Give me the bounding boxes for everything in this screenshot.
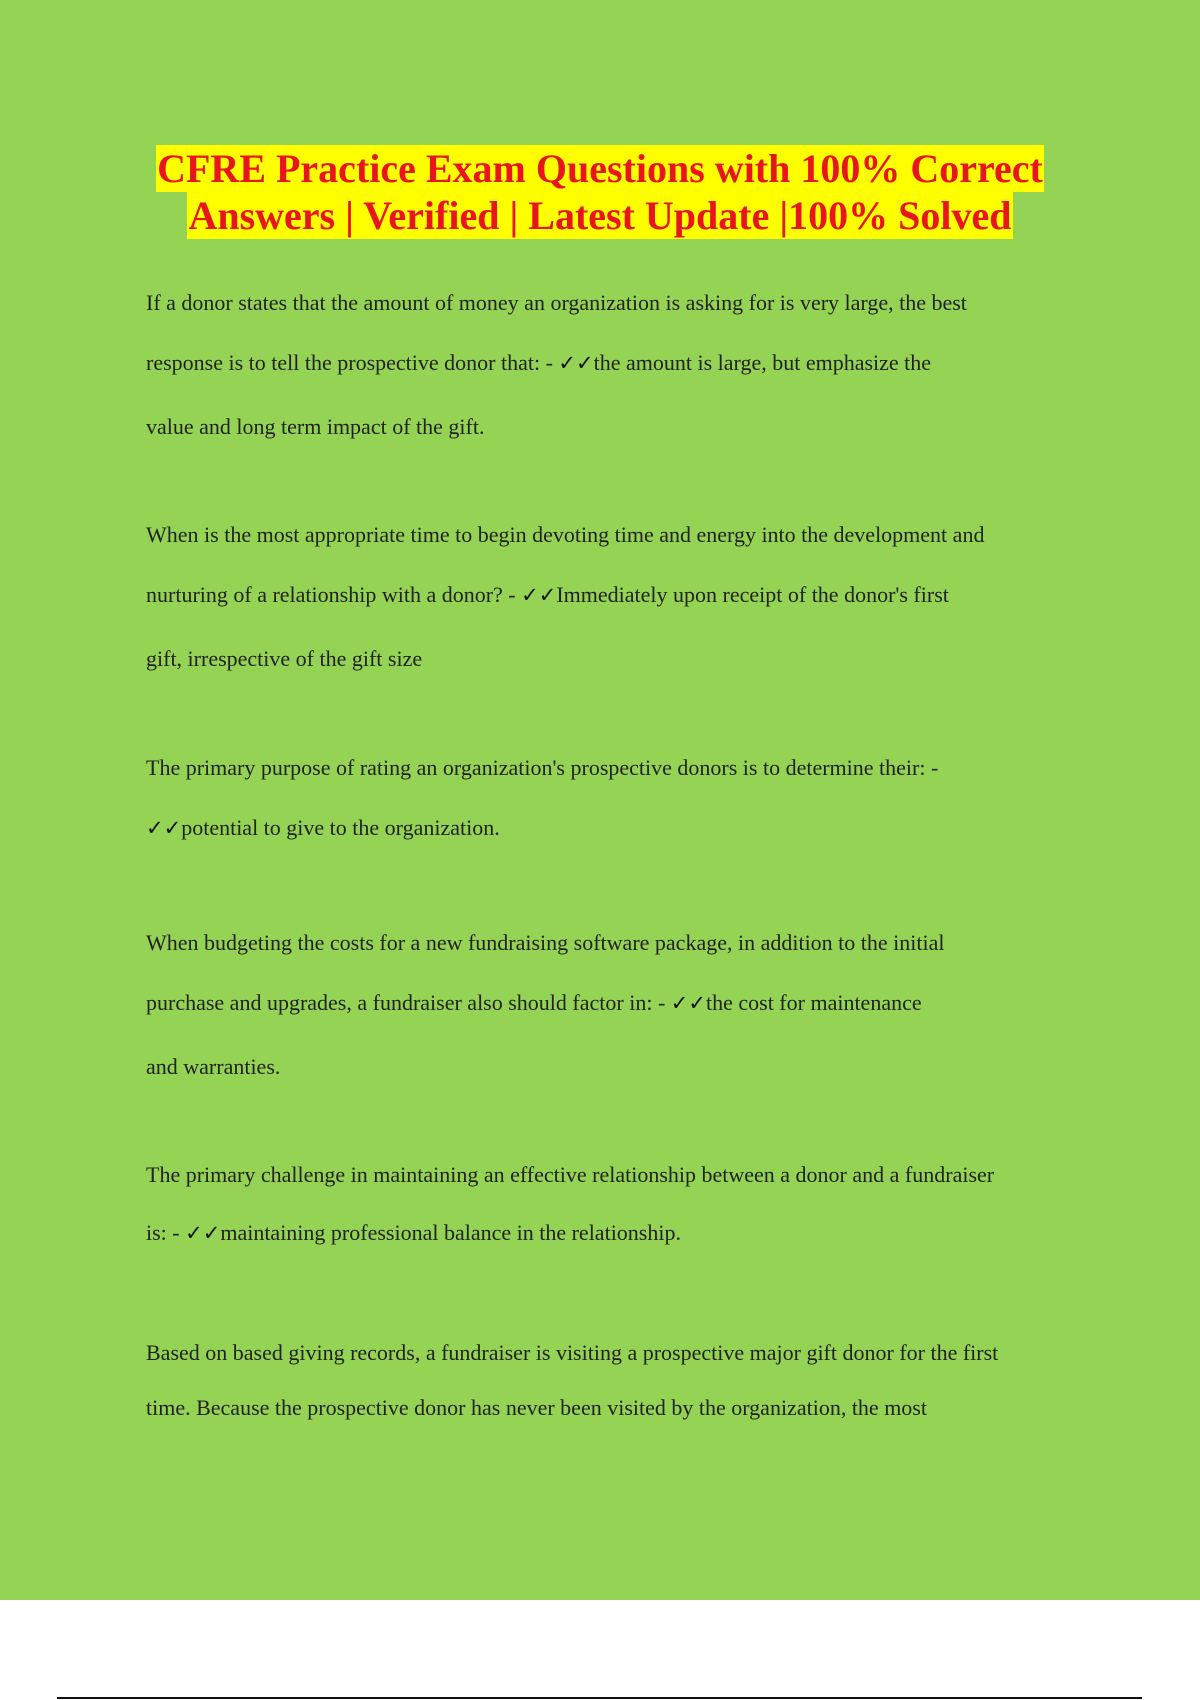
double-check-icon: ✓✓: [670, 991, 706, 1015]
question-line: Based on based giving records, a fundraiser is visiting a prospective major gift donor for the first: [146, 1340, 999, 1365]
answer-line: [146, 990, 922, 1016]
answer-continuation-line: gift, irrespective of the gift size: [146, 646, 423, 671]
answer-text: Immediately upon receipt of the donor's first: [556, 582, 949, 607]
footer-divider: [57, 1697, 1142, 1699]
answer-text: the cost for maintenance: [705, 990, 922, 1015]
question-line: The primary purpose of rating an organization's prospective donors is to determine their: -: [146, 755, 939, 780]
question-text: is: -: [146, 1220, 186, 1245]
answer-text: maintaining professional balance in the relationship.: [220, 1220, 681, 1245]
double-check-icon: ✓✓: [521, 583, 557, 607]
answer-continuation-line: value and long term impact of the gift.: [146, 414, 485, 439]
title-line-2: Answers | Verified | Latest Update |100% Solved: [188, 193, 1012, 238]
answer-line: [146, 815, 500, 841]
question-text: response is to tell the prospective donor that: -: [146, 350, 559, 375]
question-line: The primary challenge in maintaining an effective relationship between a donor and a fundraiser: [146, 1162, 995, 1187]
question-line: If a donor states that the amount of money an organization is asking for is very large, the best: [146, 290, 967, 315]
question-text: nurturing of a relationship with a donor? -: [146, 582, 522, 607]
question-text: purchase and upgrades, a fundraiser also should factor in: -: [146, 990, 671, 1015]
title-line-1: CFRE Practice Exam Questions with 100% Correct: [157, 146, 1043, 191]
answer-text: the amount is large, but emphasize the: [593, 350, 932, 375]
answer-text: potential to give to the organization.: [181, 815, 500, 840]
double-check-icon: ✓✓: [558, 351, 594, 375]
answer-continuation-line: and warranties.: [146, 1054, 281, 1079]
double-check-icon: ✓✓: [185, 1221, 221, 1245]
question-continuation-line: time. Because the prospective donor has never been visited by the organization, the most: [146, 1395, 927, 1420]
answer-line: [146, 350, 931, 376]
answer-line: [146, 1220, 681, 1246]
question-line: When is the most appropriate time to begin devoting time and energy into the development and: [146, 522, 985, 547]
document-title: [0, 145, 1200, 239]
double-check-icon: ✓✓: [146, 816, 182, 840]
question-line: When budgeting the costs for a new fundraising software package, in addition to the initial: [146, 930, 945, 955]
answer-line: [146, 582, 949, 608]
